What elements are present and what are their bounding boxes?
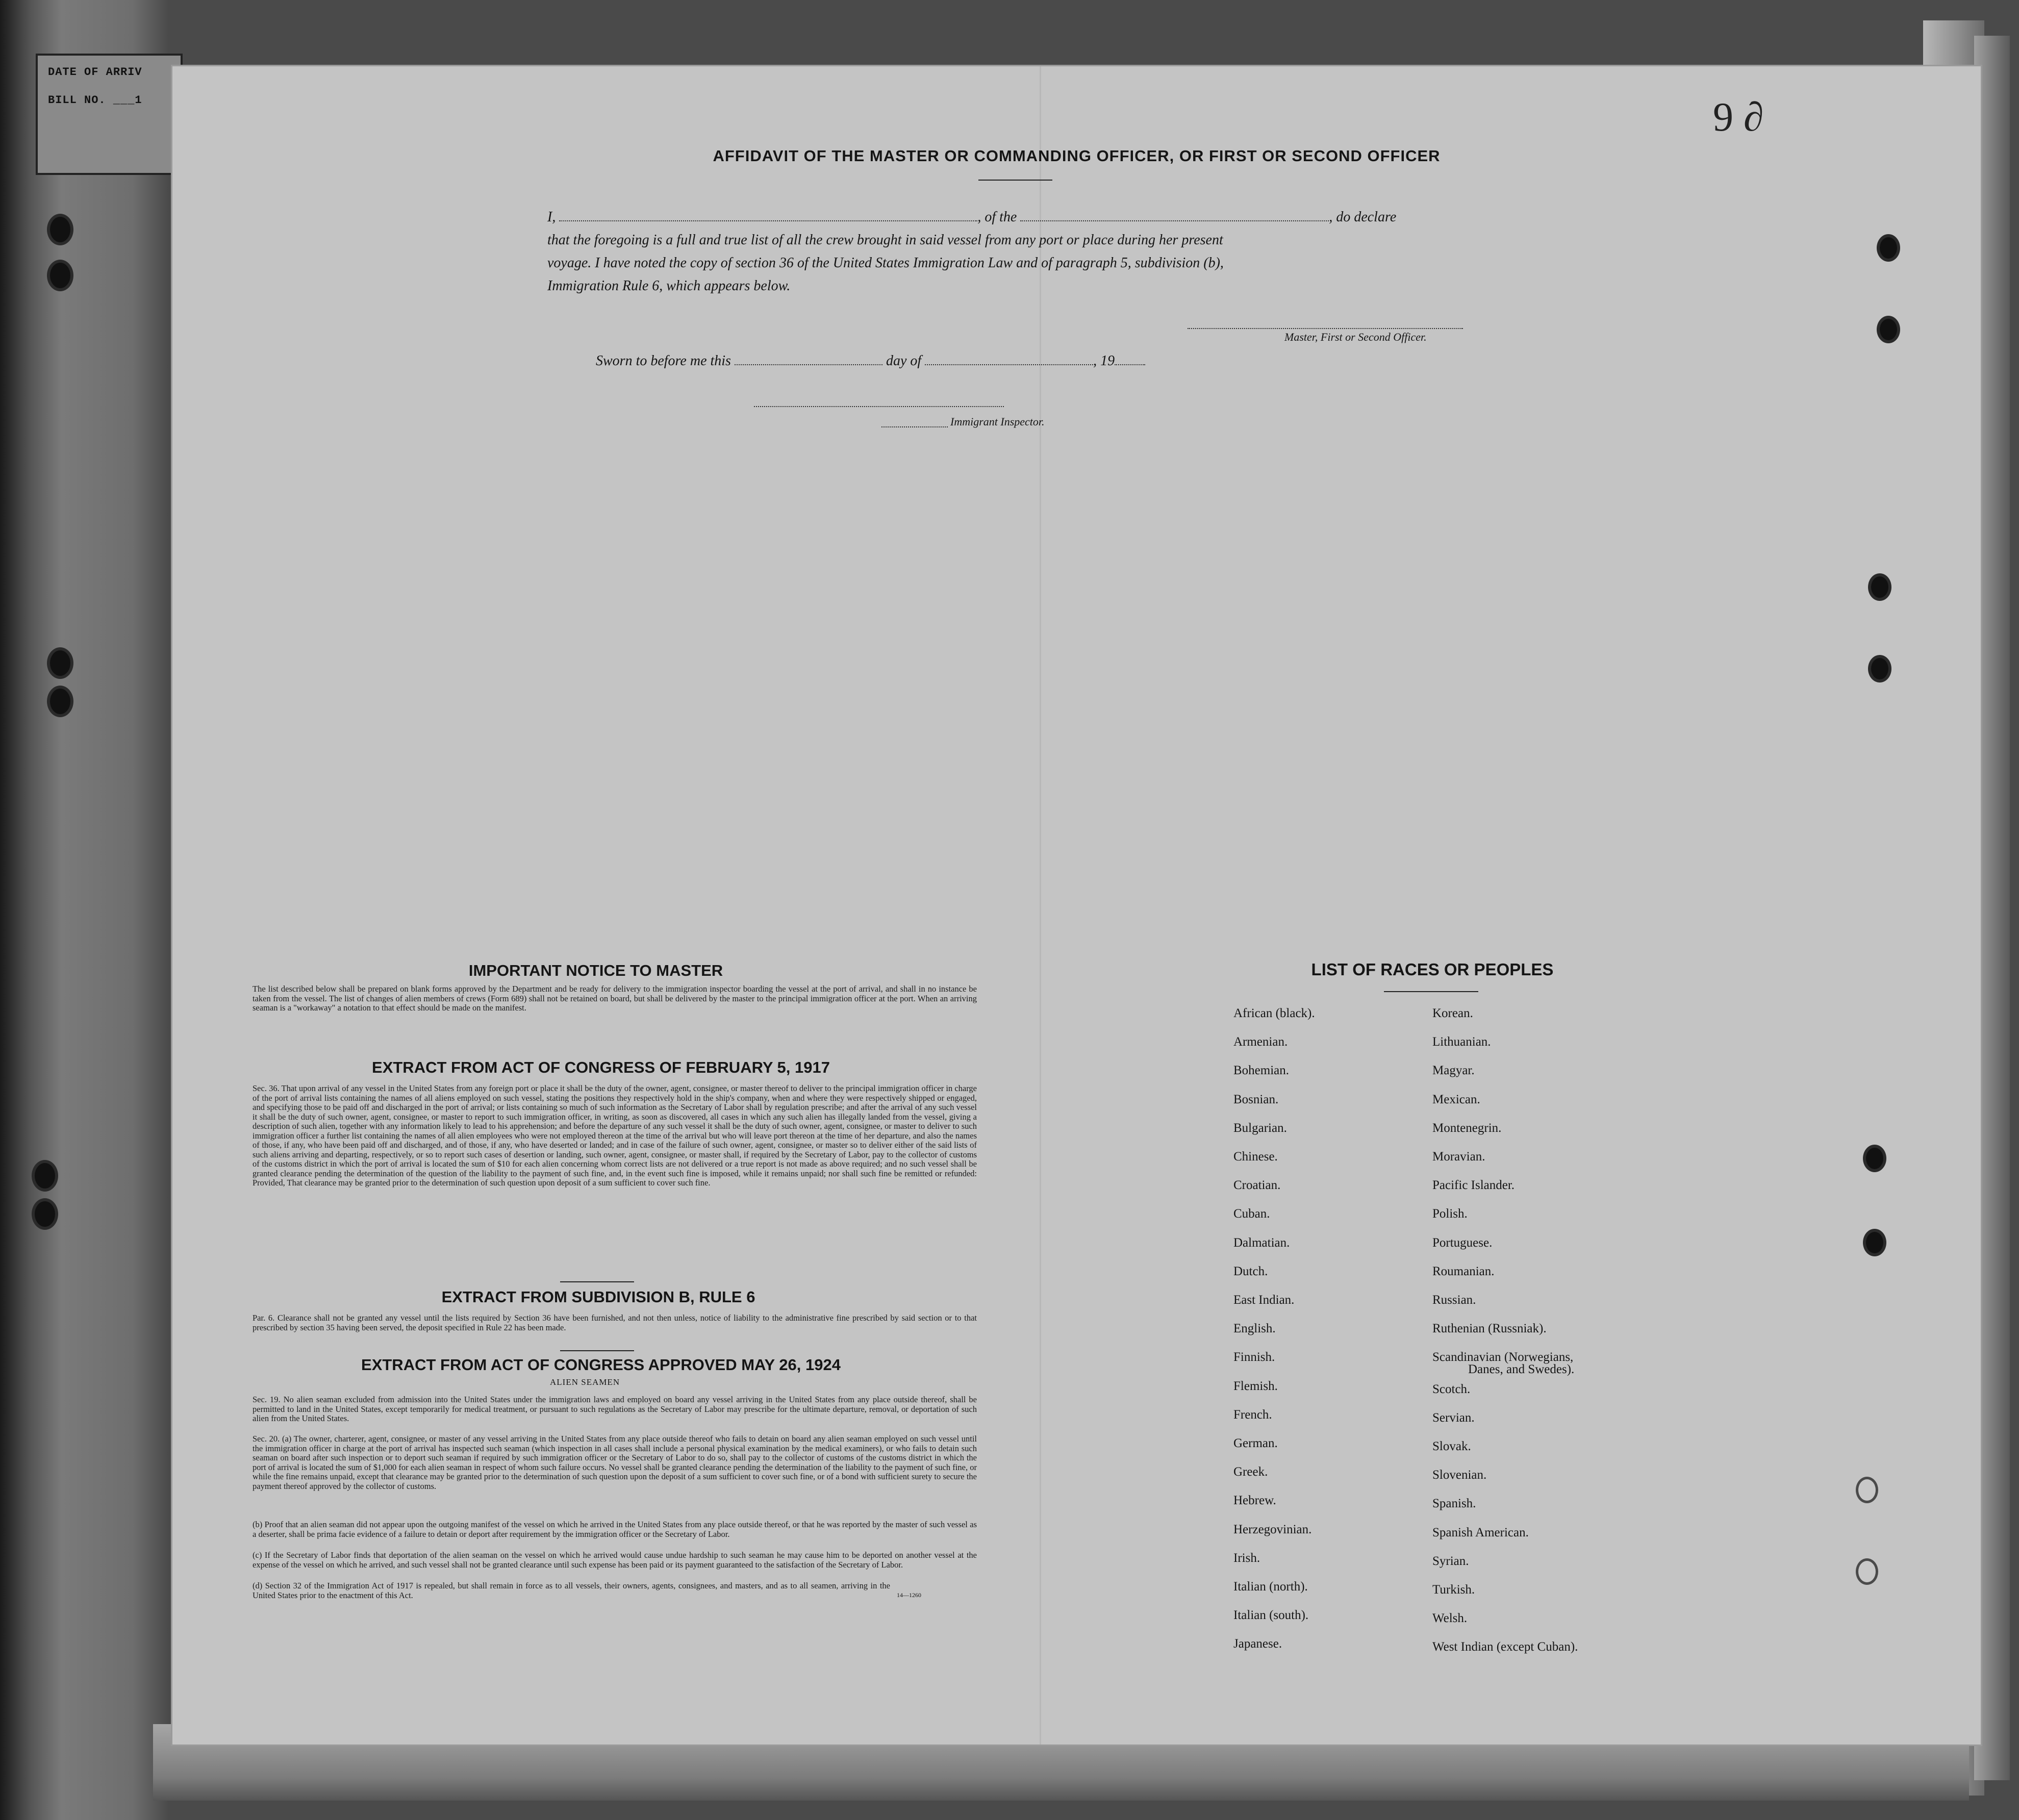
race-item: Bosnian. bbox=[1233, 1092, 1279, 1106]
signature-blank[interactable] bbox=[1188, 327, 1463, 329]
race-item: Spanish. bbox=[1432, 1497, 1476, 1511]
race-item: Croatian. bbox=[1233, 1178, 1281, 1193]
affidavit-line-4: Immigration Rule 6, which appears below. bbox=[547, 278, 791, 294]
form-number: 14—1260 bbox=[897, 1591, 921, 1599]
affidavit-text: , of the bbox=[977, 209, 1017, 225]
manifest-page bbox=[172, 66, 1981, 1745]
race-item: Scandinavian (Norwegians, bbox=[1432, 1350, 1574, 1364]
name-blank[interactable] bbox=[559, 220, 977, 221]
race-item: Moravian. bbox=[1432, 1150, 1485, 1164]
race-item: Spanish American. bbox=[1432, 1525, 1529, 1539]
divider bbox=[978, 180, 1052, 181]
extract-rule6-body: Par. 6. Clearance shall not be granted any vessel until the lists required by Section 36 have been furnished, and not then unless, notice of liability to the administrative fine prescribed by said section or to that prescribed by section 35 having been served, the deposit specified in Rule 22 has been made. bbox=[253, 1313, 977, 1332]
race-item: Finnish. bbox=[1233, 1350, 1275, 1364]
race-item: English. bbox=[1233, 1322, 1276, 1336]
race-item: Bulgarian. bbox=[1233, 1121, 1287, 1135]
sworn-text: Sworn to before me this bbox=[596, 353, 731, 369]
race-item: Cuban. bbox=[1233, 1207, 1270, 1221]
punch-hole bbox=[50, 263, 70, 288]
race-item: Herzegovinian. bbox=[1233, 1522, 1312, 1536]
punch-hole bbox=[50, 217, 70, 242]
race-item: Flemish. bbox=[1233, 1379, 1278, 1393]
affidavit-line-1 bbox=[547, 209, 1396, 225]
race-item: Turkish. bbox=[1432, 1583, 1475, 1597]
divider bbox=[560, 1281, 634, 1282]
sworn-line bbox=[596, 353, 1145, 369]
punch-hole bbox=[1871, 658, 1888, 679]
race-item: Dutch. bbox=[1233, 1264, 1268, 1278]
affidavit-line-3: voyage. I have noted the copy of section 36 of the United States Immigration Law and of paragraph 5, subdivision (b), bbox=[547, 255, 1224, 271]
race-item: Armenian. bbox=[1233, 1035, 1288, 1049]
race-item: Bohemian. bbox=[1233, 1064, 1290, 1078]
race-item: Scotch. bbox=[1432, 1382, 1471, 1396]
race-item: Pacific Islander. bbox=[1432, 1178, 1515, 1193]
race-item: Greek. bbox=[1233, 1465, 1268, 1479]
extract-rule6-title: EXTRACT FROM SUBDIVISION B, RULE 6 bbox=[441, 1288, 755, 1306]
extract-1917-title: EXTRACT FROM ACT OF CONGRESS OF FEBRUARY 5, 1917 bbox=[372, 1058, 830, 1076]
race-item: East Indian. bbox=[1233, 1293, 1295, 1307]
race-item: Italian (north). bbox=[1233, 1580, 1308, 1594]
extract-1924-para: (b) Proof that an alien seaman did not appear upon the outgoing manifest of the vessel on which he arrived in the United States from any place outside thereof, or that he was reported by the master of such vessel as a deserter, shall be prima facie evidence of a failure to detain or deport after requirement by the immigration officer or the Secretary of Labor. bbox=[253, 1520, 977, 1539]
race-item: Slovak. bbox=[1432, 1439, 1471, 1453]
sworn-text: day of bbox=[886, 353, 922, 369]
punch-hole bbox=[35, 1201, 55, 1227]
inspector-label: Immigrant Inspector. bbox=[950, 415, 1045, 428]
race-item: Syrian. bbox=[1432, 1554, 1469, 1568]
race-item: Slovenian. bbox=[1432, 1468, 1487, 1482]
punch-hole bbox=[35, 1163, 55, 1189]
race-item: African (black). bbox=[1233, 1006, 1315, 1020]
race-item: Roumanian. bbox=[1432, 1264, 1495, 1278]
race-item: German. bbox=[1233, 1436, 1278, 1450]
punch-hole bbox=[1858, 1479, 1876, 1501]
affidavit-title: AFFIDAVIT OF THE MASTER OR COMMANDING OFFICER, OR FIRST OR SECOND OFFICER bbox=[713, 147, 1441, 165]
punch-hole bbox=[1880, 319, 1897, 340]
race-item: Montenegrin. bbox=[1432, 1121, 1502, 1135]
race-item: Dalmatian. bbox=[1233, 1235, 1290, 1250]
race-item: Italian (south). bbox=[1233, 1608, 1309, 1623]
punch-hole bbox=[1866, 1148, 1883, 1169]
race-item: Welsh. bbox=[1432, 1611, 1468, 1626]
punch-hole bbox=[1866, 1232, 1883, 1253]
stub-line: DATE OF ARRIV bbox=[48, 66, 142, 79]
punch-hole bbox=[1858, 1561, 1876, 1582]
race-item: Lithuanian. bbox=[1432, 1035, 1491, 1049]
punch-hole bbox=[1880, 237, 1897, 259]
race-item: Ruthenian (Russniak). bbox=[1432, 1322, 1547, 1336]
sworn-text: , 19 bbox=[1093, 353, 1115, 369]
race-item: Magyar. bbox=[1432, 1064, 1475, 1078]
race-item: Japanese. bbox=[1233, 1637, 1282, 1651]
race-item: Polish. bbox=[1432, 1207, 1468, 1221]
vessel-blank[interactable] bbox=[1020, 220, 1329, 221]
race-item: Mexican. bbox=[1432, 1092, 1480, 1106]
extract-1924-para: (c) If the Secretary of Labor finds that deportation of the alien seaman on the vessel on which he arrived would cause undue hardship to such seaman he may cause him to be deported on another vessel at the expense of the vessel on which he arrived, and such vessel shall not be granted clearance until such expense has been paid or its payment guaranteed to the satisfaction of the Secretary of Labor. bbox=[253, 1550, 977, 1570]
notice-body: The list described below shall be prepared on blank forms approved by the Department and be ready for delivery to the immigration inspector boarding the vessel at the port of arrival, and shall in no instance be taken from the vessel. The list of changes of alien members of crews (Form 689) shall not be retained on board, but shall be delivered by the master to the principal immigration officer at the port. When an arriving seaman is a "workaway" a notation to that effect should be made on the manifest. bbox=[253, 984, 977, 1013]
affidavit-text: I, bbox=[547, 209, 556, 225]
day-blank[interactable] bbox=[735, 364, 882, 365]
extract-1924-subtitle: ALIEN SEAMEN bbox=[550, 1377, 620, 1387]
signer-label: Master, First or Second Officer. bbox=[1284, 331, 1427, 343]
inspector-signature-blank[interactable] bbox=[754, 406, 1004, 407]
races-title: LIST OF RACES OR PEOPLES bbox=[1311, 960, 1554, 979]
month-blank[interactable] bbox=[925, 364, 1093, 365]
extract-1924-para: (d) Section 32 of the Immigration Act of 1917 is repealed, but shall remain in force as to all vessels, their owners, agents, consignees, and masters, and as to all seamen, arriving in the United States prior to the enactment of this Act. bbox=[253, 1581, 890, 1600]
race-item: Irish. bbox=[1233, 1551, 1260, 1565]
stub-line: BILL NO. ___1 bbox=[48, 94, 142, 107]
race-item: Korean. bbox=[1432, 1006, 1473, 1020]
race-item: Danes, and Swedes). bbox=[1468, 1362, 1575, 1376]
corner-page-number: 9 ∂ bbox=[1713, 95, 1764, 140]
year-blank[interactable] bbox=[1115, 364, 1145, 365]
race-item: West Indian (except Cuban). bbox=[1432, 1640, 1578, 1654]
divider bbox=[560, 1350, 634, 1351]
extract-1924-para: Sec. 20. (a) The owner, charterer, agent, consignee, or master of any vessel arriving in the United States from any place outside thereof who fails to detain on board any alien seaman employed on such vessel until the immigration officer in charge at the port of arrival has inspected such seaman (which inspection in all cases shall include a personal physical examination by the medical examiners), or who fails to detain such seaman on board after such inspection or to deport such seaman if required by such immigration officer or the Secretary of Labor to do so, shall pay to the collector of customs of the customs district in which the port of arrival is located the sum of $1,000 for each alien seaman in respect of whom such failure occurs. No vessel shall be granted clearance pending the determination of the liability to the payment of such fine, or while the fine remains unpaid, except that clearance may be granted prior to the determination of such question upon the deposit of a sum sufficient to cover such fine, or of a bond with sufficient surety to secure the payment thereof approved by the collector of customs. bbox=[253, 1434, 977, 1491]
extract-1917-body: Sec. 36. That upon arrival of any vessel in the United States from any foreign port or place it shall be the duty of the owner, agent, consignee, or master thereof to deliver to the principal immigration officer in charge of the port of arrival lists containing the names of all aliens employed on such vessel, stating the positions they respectively hold in the ship's company, when and where they were respectively shipped or engaged, and specifying those to be paid off and discharged in the port of arrival; or lists containing so much of such information as the Secretary of Labor shall by regulation prescribe; and after the arrival of any such vessel it shall be the duty of such owner, agent, consignee, or master to report to such immigration officer, in writing, as soon as discovered, all cases in which any such alien has illegally landed from the vessel, giving a description of such alien, together with any information likely to lead to his apprehension; and before the departure of any such vessel it shall be the duty of such owner, agent, consignee, or master to deliver to such immigration officer a further list containing the names of all alien employees who were not employed thereon at the time of the arrival but who will leave port thereon at the time of her departure, and also the names of those, if any, who have been paid off and discharged, and of those, if any, who have deserted or landed; and in case of the failure of such owner, agent, consignee, or master so to deliver either of the said lists of such aliens arriving and departing, respectively, or so to report such cases of desertion or landing, such owner, agent, consignee, or master shall, if required by the Secretary of Labor, pay to the collector of customs of the customs district in which the port of arrival is located the sum of $10 for each alien concerning whom correct lists are not delivered or a true report is not made as above required; and no such vessel shall be granted clearance pending the determination of the question of the liability to the payment of such fine, and, in the event such fine is imposed, while it remains unpaid; nor shall such fine be remitted or refunded: Provided, That clearance may be granted prior to the determination of such question upon deposit of a sum sufficient to cover such fine. bbox=[253, 1083, 977, 1187]
notice-title: IMPORTANT NOTICE TO MASTER bbox=[468, 962, 723, 979]
punch-hole bbox=[1871, 576, 1888, 598]
race-item: Servian. bbox=[1432, 1410, 1475, 1425]
inspector-blank[interactable] bbox=[881, 426, 948, 427]
affidavit-line-2: that the foregoing is a full and true list of all the crew brought in said vessel from any port or place during her present bbox=[547, 232, 1223, 248]
race-item: Hebrew. bbox=[1233, 1494, 1276, 1508]
extract-1924-para: Sec. 19. No alien seaman excluded from admission into the United States under the immigration laws and employed on board any vessel arriving in the United States from any place outside thereof, shall be permitted to land in the United States, except temporarily for medical treatment, or pursuant to such regulations as the Secretary of Labor may prescribe for the ultimate departure, removal, or deportation of such alien from the United States. bbox=[253, 1395, 977, 1423]
race-item: Chinese. bbox=[1233, 1150, 1278, 1164]
extract-1924-title: EXTRACT FROM ACT OF CONGRESS APPROVED MAY 26, 1924 bbox=[361, 1356, 841, 1374]
race-item: Portuguese. bbox=[1432, 1235, 1493, 1250]
divider bbox=[1384, 991, 1478, 992]
race-item: French. bbox=[1233, 1407, 1272, 1422]
affidavit-text: , do declare bbox=[1329, 209, 1397, 225]
stub-label bbox=[36, 54, 183, 175]
punch-hole bbox=[50, 689, 70, 714]
punch-hole bbox=[50, 650, 70, 676]
race-item: Russian. bbox=[1432, 1293, 1476, 1307]
